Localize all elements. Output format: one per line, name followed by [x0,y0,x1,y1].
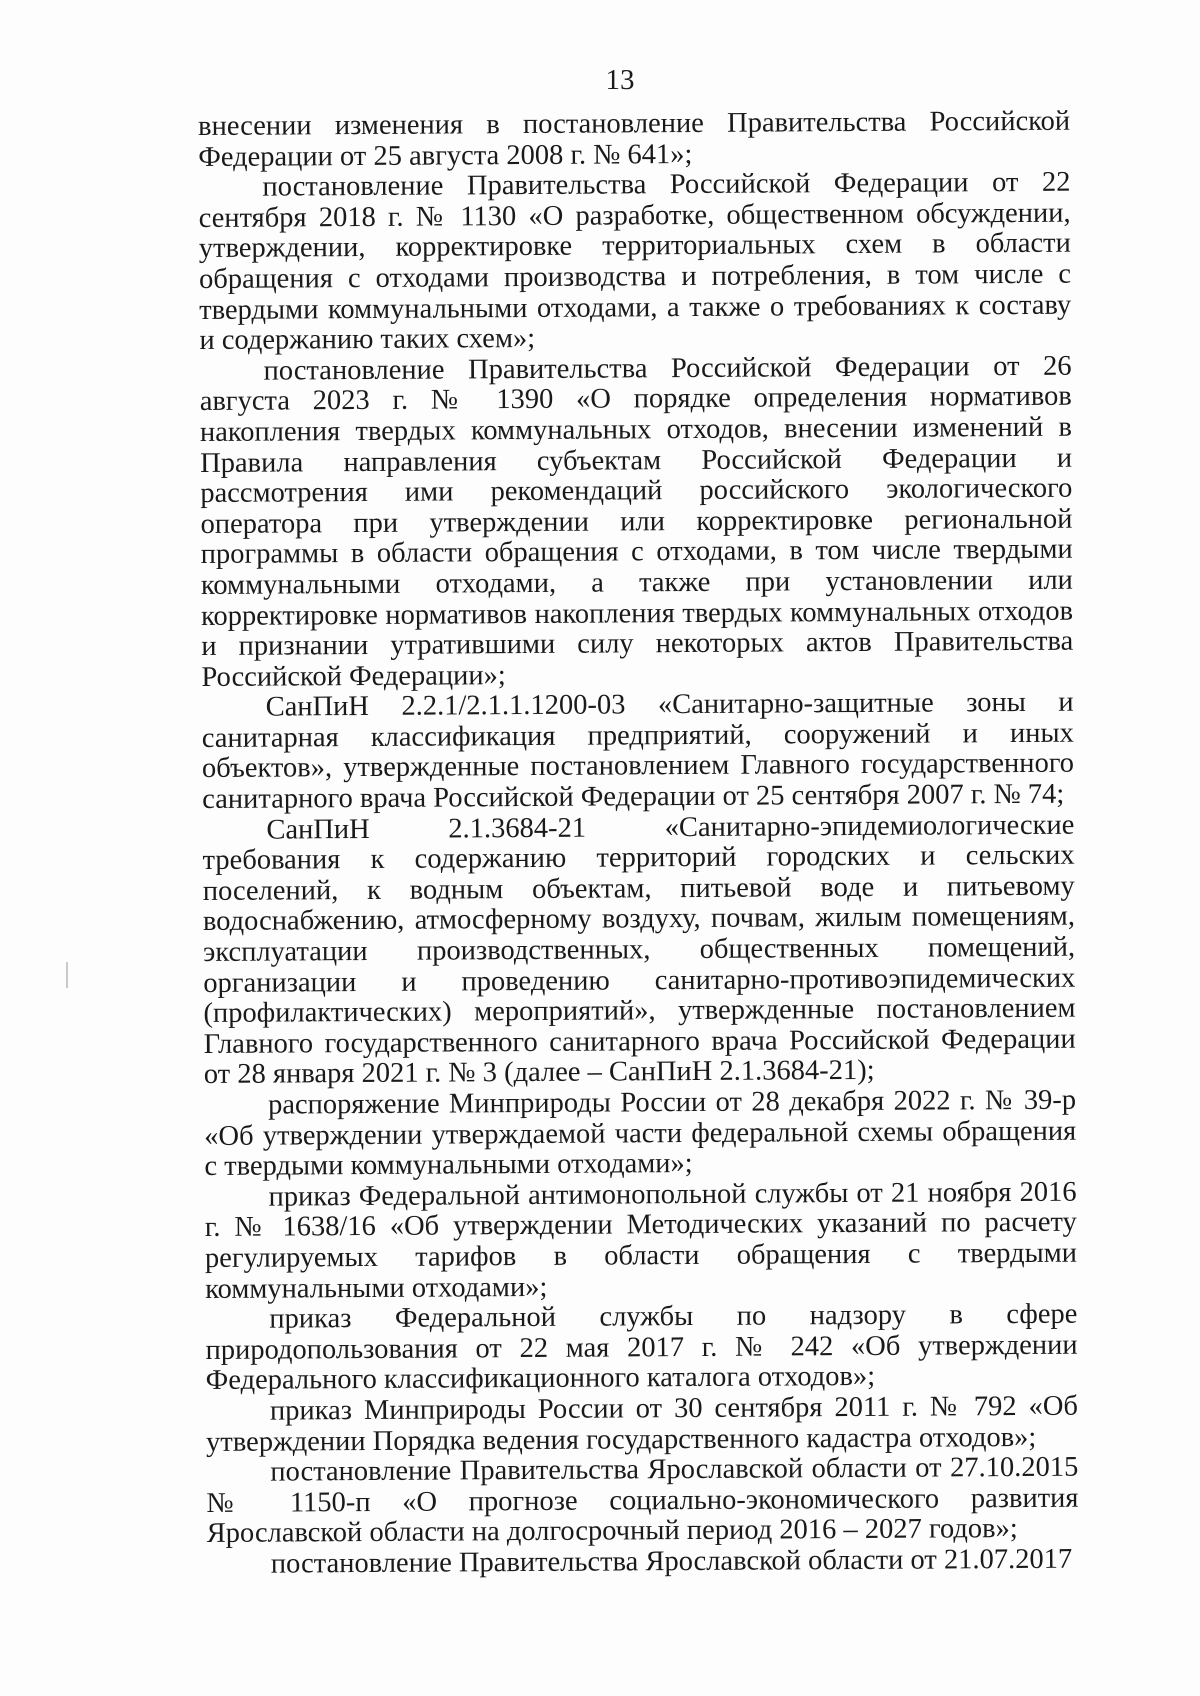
paragraph-sanpin-3684-21: СанПиН 2.1.3684-21 «Санитарно-эпидемиологические требования к содержанию территорий городских и сельских поселений, к водным объектам, питьевой воде и питьевому водоснабжению, атмосферному воздуху, почвам, жилым помещениям, эксплуатации производственных, общественных помещений, организации и проведению санитарно-противоэпидемических (профилактических) мероприятий», утвержденные постановлением Главного государственного санитарного врача Российской Федерации от 28 января 2021 г. № 3 (далее – СанПиН 2.1.3684-21); [202,809,1076,1091]
paragraph-order-1638-16: приказ Федеральной антимонопольной службы от 21 ноября 2016 г. № 1638/16 «Об утверждении Методических указаний по расчету регулируемых тарифов в области обращения с твердыми коммунальными отходами»; [204,1176,1078,1305]
paragraph-resolution-2017: постановление Правительства Ярославской области от 21.07.2017 [270,1543,1073,1580]
paragraph-order-792: приказ Минприроды России от 30 сентября 2011 г. № 792 «Об утверждении Порядка ведения государственного кадастра отходов»; [206,1390,1079,1458]
paragraph-continuation: внесении изменения в постановление Правительства Российской Федерации от 25 августа 2008 г. № 641»; [197,105,1071,173]
scan-artifact [66,962,68,988]
paragraph-order-242: приказ Федеральной службы по надзору в сфере природопользования от 22 мая 2017 г. № 242 «Об утверждении Федерального классификационного каталога отходов»; [205,1298,1078,1397]
paragraph-resolution-1130: постановление Правительства Российской Федерации от 22 сентября 2018 г. № 1130 «О разработке, общественном обсуждении, утверждении, корректировке территориальных схем в области обращения с отходами производства и потребления, в том числе с твердыми коммунальными отходами, а также о требованиях к составу и содержанию таких схем»; [198,166,1072,357]
paragraph-resolution-1150-p: постановление Правительства Ярославской области от 27.10.2015 № 1150-п «О прогнозе социально-экономического развития Ярославской области на долгосрочный период 2016 – 2027 годов»; [206,1451,1079,1550]
page-number: 13 [605,64,635,96]
document-body [198,107,1079,1581]
paragraph-order-39-r: распоряжение Минприроды России от 28 декабря 2022 г. № 39-р «Об утверждении утверждаемой части федеральной схемы обращения с твердыми коммунальными отходами»; [204,1084,1077,1183]
paragraph-resolution-1390: постановление Правительства Российской Федерации от 26 августа 2023 г. № 1390 «О порядке определения нормативов накопления твердых коммунальных отходов, внесении изменений в Правила направления субъектам Российской Федерации и рассмотрения ими рекомендаций российского экологического оператора при утверждении или корректировке региональной программы в области обращения с отходами, в том числе твердыми коммунальными отходами, а также при установлении или корректировке нормативов накопления твердых коммунальных отходов и признании утратившими силу некоторых актов Правительства Российской Федерации»; [199,350,1074,693]
paragraph-sanpin-1200-03: СанПиН 2.2.1/2.1.1.1200-03 «Санитарно-защитные зоны и санитарная классификация предприятий, сооружений и иных объектов», утвержденные постановлением Главного государственного санитарного врача Российской Федерации от 25 сентября 2007 г. № 74; [201,686,1075,816]
